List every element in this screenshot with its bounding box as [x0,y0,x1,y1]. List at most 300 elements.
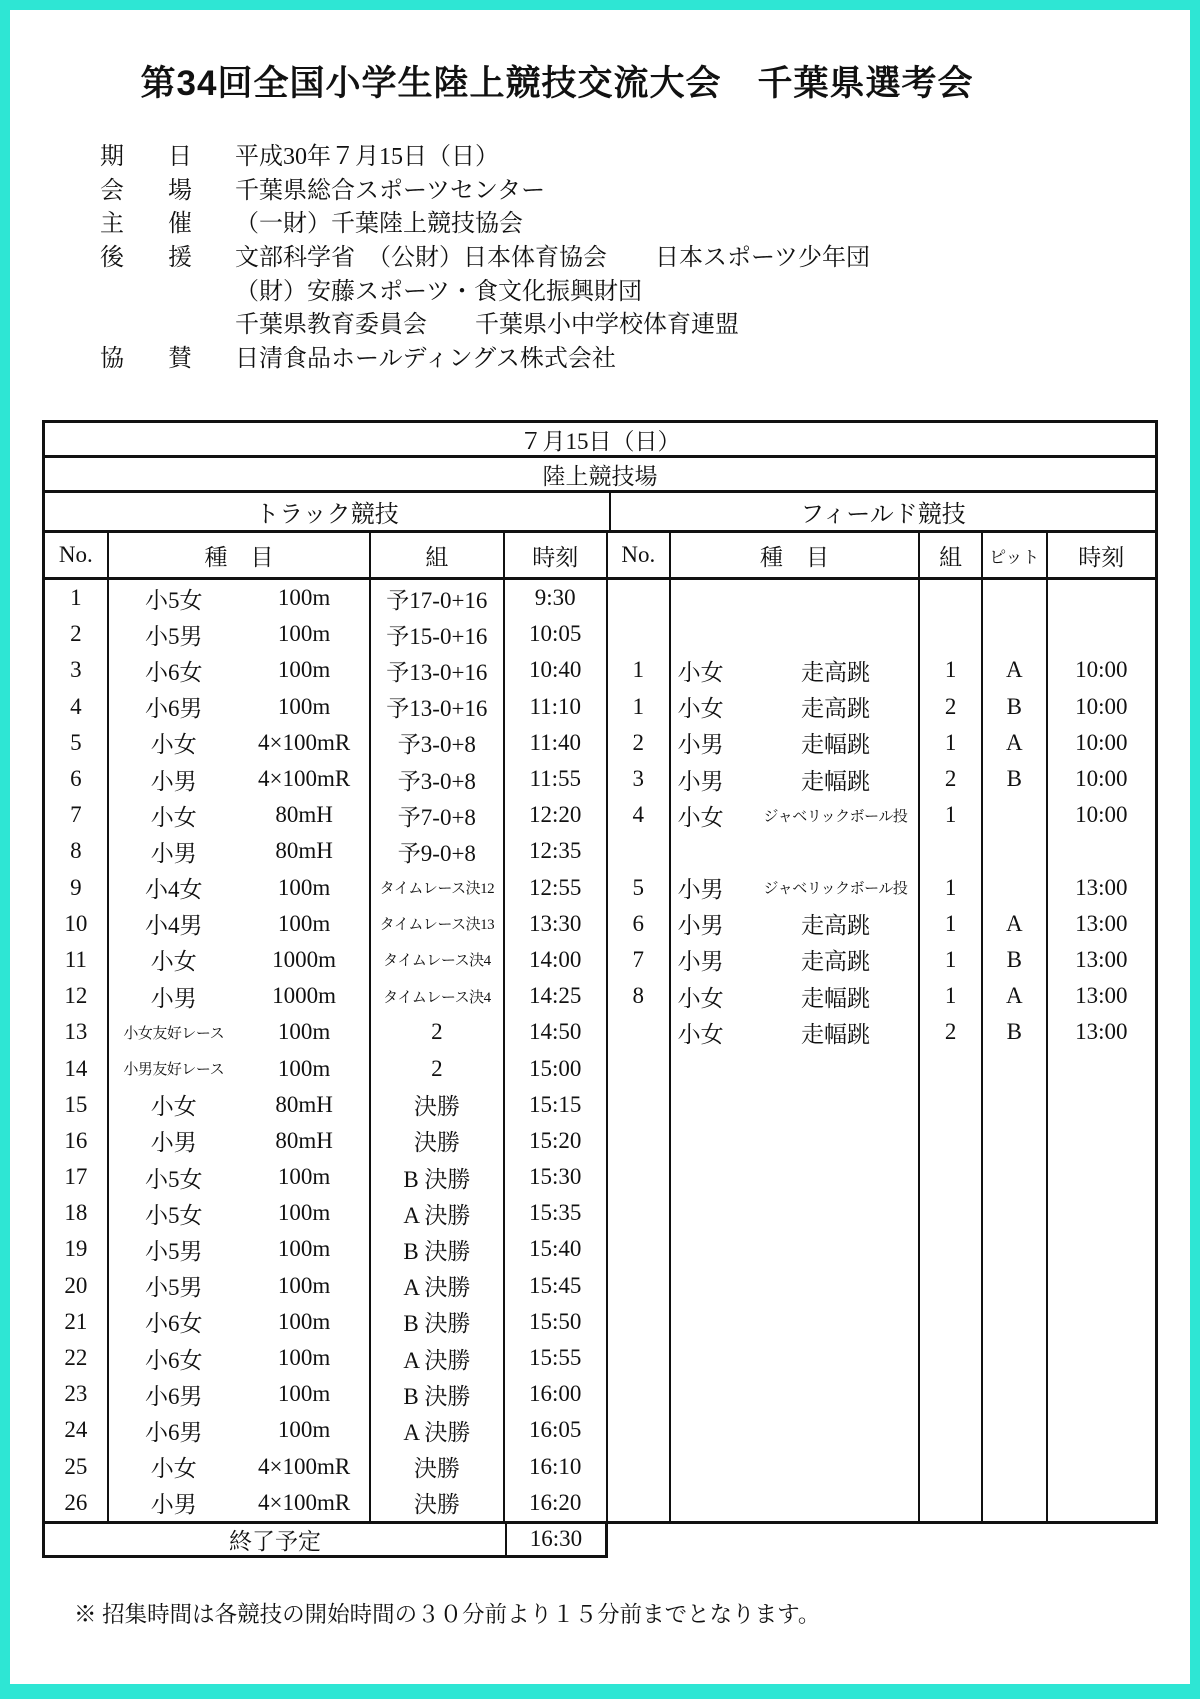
track-event-cell [109,1304,372,1340]
field-event-cell [671,1231,921,1267]
field-event-cell [671,1123,921,1159]
track-category: 小男 [150,1130,197,1156]
field-no-cell: 4 [608,797,671,833]
field-pit-cell [983,1376,1048,1412]
track-time-cell: 16:05 [505,1412,608,1448]
track-group-cell: 決勝 [371,1123,504,1159]
track-no-cell: 21 [45,1304,109,1340]
track-category: 小5女 [145,587,203,613]
track-event-cell [109,616,372,652]
field-time-cell: 10:00 [1075,657,1128,683]
field-event-name: 走高跳 [800,696,870,722]
field-no-cell [608,1412,671,1448]
info-value: （財）安藤スポーツ・食文化振興財団 [235,278,643,305]
table-row [45,1412,1155,1448]
table-row [45,725,1155,761]
track-no-cell: 12 [45,978,109,1014]
field-section-header: フィールド競技 [800,502,966,528]
field-no-cell [608,1050,671,1086]
field-event-name: 走幅跳 [800,732,870,758]
track-event-cell [109,1376,372,1412]
field-pit-cell [983,580,1048,616]
col-header-track-time: 時刻 [505,533,608,577]
field-time-cell: 13:00 [1075,1019,1128,1045]
field-category: 小男 [677,913,724,939]
track-time-cell: 16:20 [505,1485,608,1521]
track-section-header: トラック競技 [45,493,611,530]
field-time-cell [1048,1123,1155,1159]
field-time-cell [1048,1159,1155,1195]
track-distance: 4×100mR [257,1489,351,1515]
table-date-header: ７月15日（日） [42,420,1158,458]
field-group-cell: 1 [920,797,983,833]
track-time-cell: 12:20 [505,797,608,833]
table-venue-header: 陸上競技場 [42,458,1158,493]
field-no-cell [608,1087,671,1123]
track-event-cell [109,906,372,942]
field-event-name: ジャベリックボール投 [763,881,908,898]
field-time-cell: 13:00 [1075,910,1128,936]
field-group-cell [920,1159,983,1195]
field-category: 小女 [677,696,724,722]
track-category: 小4男 [145,913,203,939]
track-distance: 100m [277,1019,331,1045]
info-label [100,170,192,205]
field-event-cell [671,725,921,761]
field-no-cell: 7 [608,942,671,978]
field-pit-cell: B [983,689,1048,725]
field-pit-cell: A [983,978,1048,1014]
track-time-cell: 11:40 [505,725,608,761]
field-time-cell [1048,1340,1155,1376]
field-group-cell: 1 [920,870,983,906]
track-time-cell: 9:30 [505,580,608,616]
field-time-cell: 13:00 [1075,874,1128,900]
table-row [45,616,1155,652]
field-event-cell [671,942,921,978]
info-label-char: 会 [100,177,124,204]
field-no-cell [608,1123,671,1159]
table-row [45,1268,1155,1304]
track-event-cell [109,1159,372,1195]
field-time-cell [1048,1449,1155,1485]
field-event-cell [671,1087,921,1123]
info-line [100,238,870,272]
field-time-cell: 10:00 [1075,729,1128,755]
field-pit-cell: B [983,942,1048,978]
field-category: 小男 [677,877,724,903]
track-no-cell: 10 [45,906,109,942]
table-row [45,1485,1155,1521]
field-pit-cell [983,616,1048,652]
table-column-headers [42,533,1158,580]
field-group-cell: 2 [920,761,983,797]
track-event-cell [109,1087,372,1123]
track-group-cell: 決勝 [371,1449,504,1485]
track-no-cell: 1 [45,580,109,616]
track-group-cell: 予17-0+16 [371,580,504,616]
track-distance: 100m [277,621,331,647]
footnote: ※ 招集時間は各競技の開始時間の３０分前より１５分前までとなります。 [74,1602,821,1627]
field-group-cell: 1 [920,725,983,761]
field-category: 小男 [677,949,724,975]
track-category: 小6女 [145,1347,203,1373]
table-row [45,652,1155,688]
field-event-cell [671,1376,921,1412]
track-distance: 100m [277,910,331,936]
info-value: 平成30年７月15日（日） [235,144,499,171]
field-group-cell: 1 [920,652,983,688]
field-pit-cell [983,1123,1048,1159]
field-no-cell [608,1231,671,1267]
track-no-cell: 3 [45,652,109,688]
field-event-cell [671,1050,921,1086]
field-no-cell [608,1159,671,1195]
track-distance: 80mH [275,838,333,864]
field-pit-cell [983,1340,1048,1376]
track-no-cell: 17 [45,1159,109,1195]
track-event-cell [109,978,372,1014]
track-event-cell [109,1014,372,1050]
col-header-field-group: 組 [920,533,983,577]
track-time-cell: 14:00 [505,942,608,978]
info-label-char: 場 [168,177,192,204]
info-value: 千葉県総合スポーツセンター [235,177,546,204]
table-row [45,689,1155,725]
field-time-cell [1048,1268,1155,1304]
track-category: 小男 [150,768,197,794]
track-event-cell [109,761,372,797]
info-label [100,203,192,238]
track-event-cell [109,870,372,906]
track-event-cell [109,1195,372,1231]
field-event-name: 走高跳 [800,913,870,939]
track-group-cell: 予9-0+8 [371,833,504,869]
field-time-cell: 10:00 [1075,802,1128,828]
field-event-cell [671,833,921,869]
field-group-cell [920,580,983,616]
info-value: 千葉県教育委員会 千葉県小中学校体育連盟 [235,312,739,339]
field-time-cell [1048,580,1155,616]
track-distance: 4×100mR [257,729,351,755]
field-no-cell: 5 [608,870,671,906]
track-no-cell: 20 [45,1268,109,1304]
track-category: 小女 [150,732,197,758]
field-group-cell [920,1087,983,1123]
track-distance: 100m [277,1055,331,1081]
field-event-cell [671,1268,921,1304]
field-time-cell: 13:00 [1075,946,1128,972]
col-header-field-pit: ピット [983,533,1048,577]
track-category: 小男 [150,1492,197,1518]
track-time-cell: 16:10 [505,1449,608,1485]
field-event-cell [671,870,921,906]
field-no-cell [608,1376,671,1412]
track-time-cell: 15:55 [505,1340,608,1376]
field-event-cell [671,616,921,652]
field-group-cell [920,833,983,869]
field-no-cell [608,1340,671,1376]
track-category: 小女 [150,804,197,830]
field-group-cell [920,1485,983,1521]
field-time-cell [1048,1485,1155,1521]
track-group-cell: 2 [371,1050,504,1086]
info-label-char: 賛 [168,345,192,372]
table-row [45,1231,1155,1267]
table-row [45,1014,1155,1050]
info-line [100,204,870,238]
track-category: 小6男 [145,1383,203,1409]
event-info [100,137,870,372]
field-pit-cell [983,1268,1048,1304]
field-no-cell [608,1195,671,1231]
track-event-cell [109,580,372,616]
track-distance: 100m [277,693,331,719]
track-time-cell: 15:35 [505,1195,608,1231]
field-pit-cell [983,797,1048,833]
field-event-cell [671,1449,921,1485]
track-time-cell: 14:50 [505,1014,608,1050]
field-group-cell: 2 [920,1014,983,1050]
track-distance: 1000m [272,946,337,972]
track-category: 小5男 [145,623,203,649]
track-distance: 80mH [275,1091,333,1117]
field-no-cell [608,1485,671,1521]
field-group-cell [920,1340,983,1376]
field-time-cell: 10:00 [1075,693,1128,719]
field-group-cell [920,1123,983,1159]
field-group-cell [920,1412,983,1448]
info-value: 日清食品ホールディングス株式会社 [235,345,616,372]
field-no-cell: 1 [608,652,671,688]
field-time-cell [1048,1412,1155,1448]
field-group-cell [920,616,983,652]
track-time-cell: 10:40 [505,652,608,688]
field-group-cell [920,1050,983,1086]
field-group-cell [920,1376,983,1412]
table-row [45,1195,1155,1231]
track-distance: 100m [277,1164,331,1190]
field-time-cell: 10:00 [1075,766,1128,792]
info-line [100,271,870,305]
info-label-char: 後 [100,245,124,272]
track-distance: 80mH [275,802,333,828]
track-event-cell [109,1485,372,1521]
table-footer-row [42,1524,608,1558]
track-category: 小男 [150,840,197,866]
field-pit-cell [983,1231,1048,1267]
field-group-cell [920,1195,983,1231]
footer-label: 終了予定 [45,1524,507,1555]
track-category: 小女 [150,949,197,975]
field-no-cell [608,580,671,616]
info-value: （一財）千葉陸上競技協会 [235,211,523,238]
track-category: 小6女 [145,1311,203,1337]
field-event-cell [671,906,921,942]
table-row [45,1087,1155,1123]
table-row [45,1449,1155,1485]
track-time-cell: 15:50 [505,1304,608,1340]
table-row [45,1123,1155,1159]
table-row [45,1050,1155,1086]
track-category: 小女 [150,1094,197,1120]
field-pit-cell [983,1050,1048,1086]
table-row [45,580,1155,616]
field-event-cell [671,689,921,725]
field-time-cell [1048,1376,1155,1412]
field-event-cell [671,797,921,833]
field-no-cell [608,833,671,869]
field-event-cell [671,652,921,688]
col-header-track-no: No. [45,533,109,577]
field-category: 小男 [677,768,724,794]
field-group-cell [920,1268,983,1304]
info-label-char: 催 [168,211,192,238]
info-label [100,338,192,373]
field-group-cell: 1 [920,978,983,1014]
track-group-cell: A 決勝 [371,1412,504,1448]
track-time-cell: 12:35 [505,833,608,869]
track-event-cell [109,725,372,761]
track-event-cell [109,689,372,725]
track-group-cell: 2 [371,1014,504,1050]
field-category: 小女 [677,985,724,1011]
track-no-cell: 5 [45,725,109,761]
track-group-cell: 予15-0+16 [371,616,504,652]
track-no-cell: 19 [45,1231,109,1267]
field-pit-cell [983,1485,1048,1521]
track-group-cell: A 決勝 [371,1195,504,1231]
track-time-cell: 11:55 [505,761,608,797]
field-pit-cell [983,1087,1048,1123]
track-group-cell: 予3-0+8 [371,725,504,761]
field-time-cell [1048,1195,1155,1231]
info-label-char: 期 [100,144,124,171]
track-no-cell: 13 [45,1014,109,1050]
track-category: 小女友好レース [123,1025,225,1042]
track-category: 小5男 [145,1275,203,1301]
track-event-cell [109,1123,372,1159]
field-pit-cell: B [983,1014,1048,1050]
track-time-cell: 15:45 [505,1268,608,1304]
field-event-cell [671,1159,921,1195]
track-time-cell: 10:05 [505,616,608,652]
track-group-cell: 予3-0+8 [371,761,504,797]
info-line [100,171,870,205]
table-row [45,761,1155,797]
field-event-cell [671,580,921,616]
track-time-cell: 15:00 [505,1050,608,1086]
track-distance: 100m [277,657,331,683]
field-event-name: 走高跳 [800,949,870,975]
field-event-name: 走幅跳 [800,985,870,1011]
track-event-cell [109,1412,372,1448]
table-row [45,1304,1155,1340]
track-no-cell: 2 [45,616,109,652]
field-pit-cell [983,1449,1048,1485]
field-no-cell: 3 [608,761,671,797]
track-no-cell: 14 [45,1050,109,1086]
track-no-cell: 22 [45,1340,109,1376]
table-row [45,1376,1155,1412]
schedule-table [42,420,1158,1558]
field-event-cell [671,1195,921,1231]
track-category: 小女 [150,1456,197,1482]
field-pit-cell [983,1412,1048,1448]
track-group-cell: タイムレース決13 [371,906,504,942]
field-event-cell [671,761,921,797]
track-distance: 100m [277,1417,331,1443]
field-pit-cell [983,1304,1048,1340]
track-category: 小5男 [145,1238,203,1264]
field-pit-cell: B [983,761,1048,797]
field-no-cell [608,1449,671,1485]
table-row [45,978,1155,1014]
info-label [100,136,192,171]
field-group-cell [920,1231,983,1267]
field-event-cell [671,1485,921,1521]
track-category: 小6男 [145,696,203,722]
track-event-cell [109,942,372,978]
info-line [100,137,870,171]
track-group-cell: タイムレース決4 [371,978,504,1014]
field-time-cell [1048,1231,1155,1267]
field-group-cell: 1 [920,942,983,978]
field-no-cell: 2 [608,725,671,761]
field-no-cell [608,1014,671,1050]
table-row [45,942,1155,978]
table-row [45,1159,1155,1195]
field-pit-cell [983,870,1048,906]
track-category: 小4女 [145,877,203,903]
field-no-cell: 1 [608,689,671,725]
track-group-cell: 予7-0+8 [371,797,504,833]
track-group-cell: A 決勝 [371,1268,504,1304]
track-category: 小5女 [145,1202,203,1228]
track-no-cell: 18 [45,1195,109,1231]
track-distance: 100m [277,1345,331,1371]
field-group-cell [920,1304,983,1340]
track-no-cell: 23 [45,1376,109,1412]
info-label [100,237,192,272]
field-no-cell: 8 [608,978,671,1014]
field-event-name: 走幅跳 [800,1021,870,1047]
track-distance: 80mH [275,1127,333,1153]
track-no-cell: 8 [45,833,109,869]
track-time-cell: 12:55 [505,870,608,906]
track-no-cell: 24 [45,1412,109,1448]
track-no-cell: 16 [45,1123,109,1159]
track-category: 小6女 [145,659,203,685]
track-no-cell: 26 [45,1485,109,1521]
field-event-name: 走高跳 [800,659,870,685]
track-distance: 100m [277,1200,331,1226]
track-no-cell: 11 [45,942,109,978]
footer-time: 16:30 [529,1526,583,1552]
track-no-cell: 6 [45,761,109,797]
info-line [100,339,870,373]
track-group-cell: 決勝 [371,1485,504,1521]
track-group-cell: 予13-0+16 [371,652,504,688]
field-pit-cell [983,833,1048,869]
track-group-cell: 決勝 [371,1087,504,1123]
table-row [45,797,1155,833]
info-label-char: 協 [100,345,124,372]
field-category: 小女 [677,1021,724,1047]
track-category: 小男友好レース [123,1062,225,1079]
field-time-cell: 13:00 [1075,983,1128,1009]
field-time-cell [1048,1087,1155,1123]
